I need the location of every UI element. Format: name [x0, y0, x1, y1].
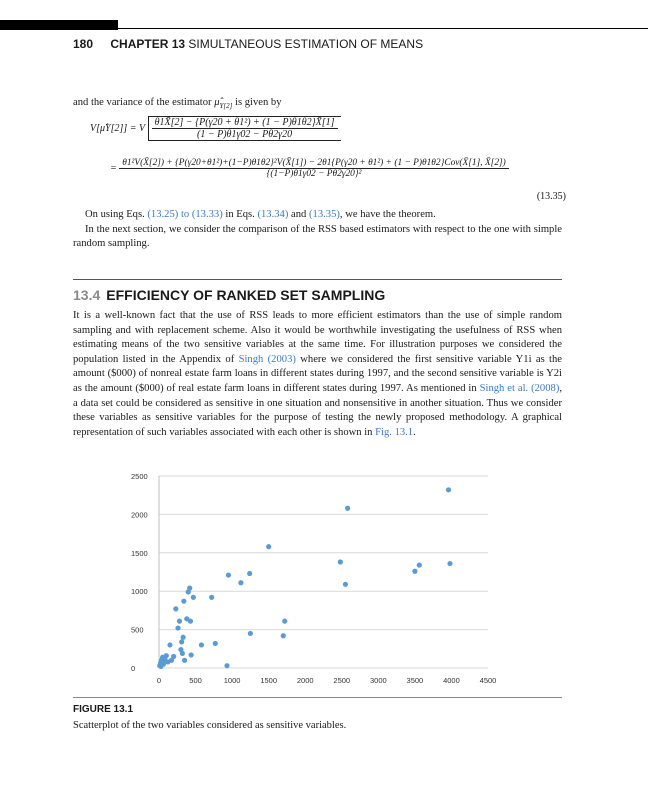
x-tick-label: 2500	[333, 676, 351, 685]
intro-after: is given by	[235, 97, 282, 108]
scatter-point	[164, 653, 169, 658]
chart-grid	[159, 476, 488, 668]
scatter-point	[226, 572, 231, 577]
section-number: 13.4	[73, 287, 101, 303]
body-part-c: , a data set could be considered as sensitive in one situation and nonsensitive in another situation. Thus we consider these variables as sensitive variables for the purpose of testing the newly proposed methodology. A graphical representation of such variables associated with each other is shown in	[73, 382, 563, 438]
estimator-subscript: Y[2]	[219, 102, 233, 111]
text-d: , we have the theorem.	[339, 209, 436, 220]
fraction-1	[152, 117, 338, 140]
scatter-point	[447, 561, 452, 566]
text-b: in Eqs.	[225, 209, 255, 220]
figure-link[interactable]: Fig. 13.1	[375, 426, 414, 438]
y-tick-label: 1000	[131, 587, 148, 597]
figure-caption: Scatterplot of the two variables considered as sensitive variables.	[73, 720, 347, 731]
y-tick-label: 2000	[131, 510, 148, 520]
conclusion-paragraph	[73, 208, 562, 252]
estimator-symbol: μ̂	[214, 97, 220, 108]
header-bar	[0, 20, 118, 30]
body-part-d: .	[413, 426, 416, 438]
body-part-a: It is a well-known fact that the use of RSS leads to more efficient estimators than the use of simple random sampling and with replacement scheme. Also it would be worthwhile investigating the usefulness of RSS when estimating means of the two sensitive variables at the same time. For illustration purposes we considered the population listed in the Appendix of	[73, 310, 562, 365]
scatter-point	[266, 544, 271, 549]
scatter-point	[281, 633, 286, 638]
y-tick-label: 1500	[131, 548, 148, 558]
scatter-point	[248, 631, 253, 636]
intro-before: and the variance of the estimator	[73, 97, 212, 108]
x-tick-label: 2000	[296, 676, 314, 685]
page-number: 180	[73, 37, 94, 51]
x-axis-ticks	[157, 676, 496, 685]
y-axis-ticks	[131, 472, 148, 673]
scatter-point	[182, 658, 187, 663]
eq-link-13-35[interactable]: (13.35)	[309, 209, 340, 220]
fraction-2-numerator: θ1²V(X̄[2]) + {P(γ20+θ1²)+(1−P)θ1θ2}²V(X̄[1]) − 2θ1{P(γ20 + θ1²) + (1 − P)θ1θ2}Cov(X̄[1], X̄[2])	[119, 158, 509, 169]
eq-link-13-25[interactable]: (13.25) to (13.33)	[147, 209, 223, 220]
scatter-point	[213, 641, 218, 646]
x-tick-label: 0	[156, 676, 162, 685]
equation-equals: =	[110, 163, 117, 174]
scatter-point	[209, 595, 214, 600]
fraction-1-denominator: (1 − P)θ1γ02 − Pθ2γ20	[197, 129, 293, 140]
equation-bracket	[148, 116, 341, 141]
intro-line	[73, 96, 282, 114]
fraction-2-denominator: {(1−P)θ1γ02 − Pθ2γ20}²	[266, 169, 362, 179]
equation-line-2	[110, 158, 509, 179]
equation-number: (13.35)	[536, 191, 566, 202]
y-tick-label: 500	[131, 625, 144, 635]
figure-label: FIGURE 13.1	[73, 704, 134, 715]
x-tick-label: 1000	[223, 676, 241, 685]
chapter-title: SIMULTANEOUS ESTIMATION OF MEANS	[188, 37, 424, 51]
scatter-point	[343, 582, 348, 587]
x-tick-label: 3500	[406, 676, 424, 685]
scatter-point	[338, 559, 343, 564]
text-c: and	[291, 209, 307, 220]
x-tick-label: 1500	[260, 676, 278, 685]
scatterplot	[0, 465, 648, 705]
fraction-2	[119, 158, 509, 179]
scatter-point	[189, 652, 194, 657]
x-tick-label: 4000	[443, 676, 460, 685]
body-paragraph	[73, 309, 562, 440]
y-tick-label: 2500	[131, 472, 148, 481]
equation-line-1	[90, 116, 341, 141]
citation-singh-2003[interactable]: Singh (2003)	[238, 353, 296, 365]
header-rule	[118, 28, 648, 29]
section-title: EFFICIENCY OF RANKED SET SAMPLING	[106, 287, 386, 303]
scatter-point	[171, 654, 176, 659]
figure-rule	[73, 697, 562, 698]
scatter-point	[412, 569, 417, 574]
citation-singh-2008[interactable]: Singh et al. (2008)	[479, 382, 560, 394]
scatter-point	[282, 619, 287, 624]
section-heading	[73, 287, 385, 303]
x-tick-label: 500	[189, 676, 202, 685]
eq-link-13-34[interactable]: (13.34)	[257, 209, 289, 220]
y-tick-label: 0	[131, 664, 136, 673]
scatter-point	[173, 606, 178, 611]
body-text	[73, 309, 562, 440]
scatter-point	[180, 651, 185, 656]
scatter-point	[199, 642, 204, 647]
text-a: On using Eqs.	[85, 209, 145, 220]
scatter-point	[238, 580, 243, 585]
scatter-point	[159, 660, 164, 665]
next-section-text: In the next section, we consider the comparison of the RSS based estimators with respect to the one with simple random sampling.	[73, 223, 562, 250]
x-tick-label: 3000	[369, 676, 387, 685]
scatter-point	[181, 635, 186, 640]
scatter-point	[224, 663, 229, 668]
scatter-point	[188, 619, 193, 624]
scatter-point	[179, 639, 184, 644]
scatter-point	[187, 586, 192, 591]
scatter-point	[446, 487, 451, 492]
scatter-point	[345, 506, 350, 511]
scatter-point	[191, 595, 196, 600]
chapter-label: CHAPTER 13	[110, 37, 186, 51]
scatter-point	[417, 562, 422, 567]
scatter-point	[175, 625, 180, 630]
scatter-point	[167, 642, 172, 647]
equation-lhs: V[μ̂Y[2]] = V	[90, 123, 146, 134]
scatter-point	[181, 599, 186, 604]
body-part-b: where we considered the first sensitive variable Y1i as the amount ($000) of nonreal estate farm loans in different states during 1997, and the second sensitive variable is Y2i as the amount ($000) of real estate farm loans in different states during 1997. As mentioned in	[73, 353, 562, 394]
scatter-point	[177, 619, 182, 624]
scatter-point	[247, 571, 252, 576]
section-rule	[73, 279, 562, 280]
running-head	[73, 37, 423, 51]
theorem-line	[73, 208, 562, 223]
fraction-1-numerator: θ1X̄[2] − {P(γ20 + θ1²) + (1 − P)θ1θ2}X̄[1]	[152, 117, 338, 129]
x-tick-label: 4500	[479, 676, 497, 685]
